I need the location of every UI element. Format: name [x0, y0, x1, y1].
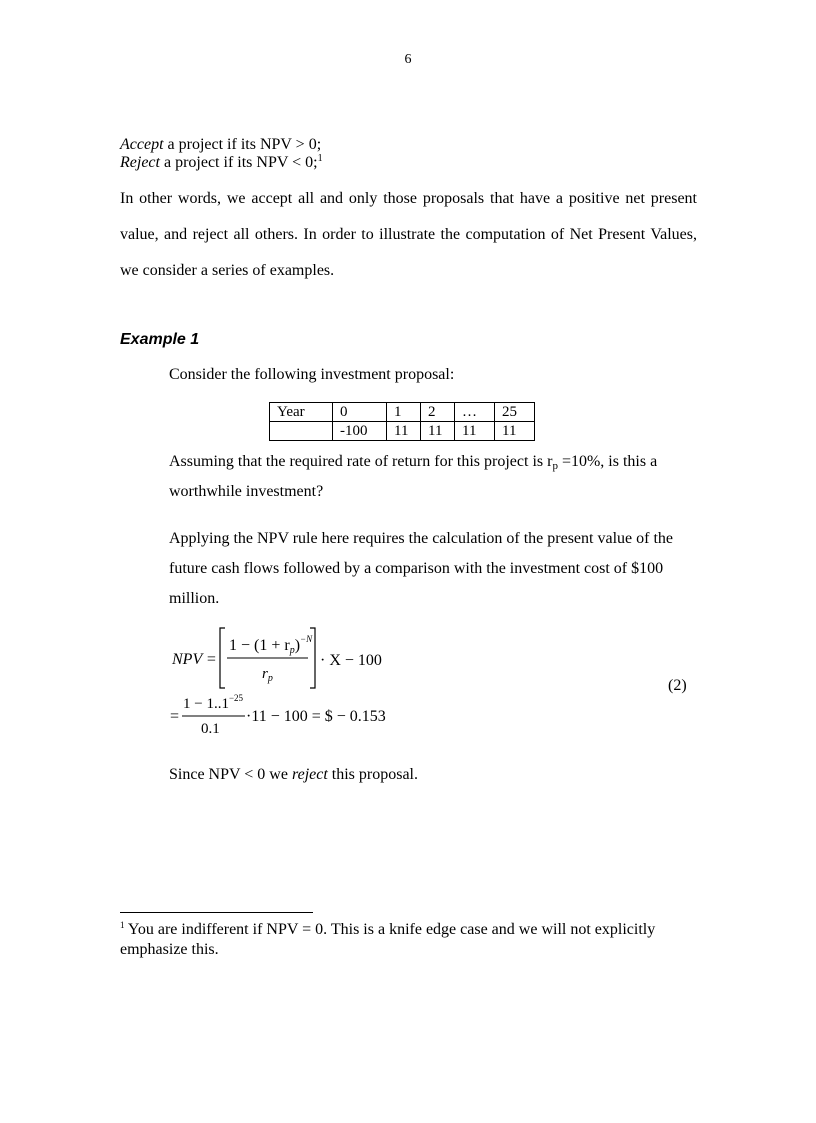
intro-line-1: In other words, we accept all and only those proposals that have a positive net present [120, 190, 697, 207]
conclusion-after: this proposal. [327, 766, 418, 783]
table-row [270, 422, 535, 441]
conclusion-text [169, 766, 418, 784]
accept-rule-text: a project if its NPV > 0; [163, 136, 322, 153]
table-cell: 25 [495, 403, 535, 422]
table-cell: 11 [387, 422, 421, 441]
formula-line2-numerator: $1 - 1..1^{-25}$ [183, 693, 244, 712]
table-cell: 11 [495, 422, 535, 441]
apply-line-3: million. [169, 590, 220, 607]
reject-word: Reject [120, 154, 160, 171]
table-cell [270, 422, 333, 441]
npv-formula [165, 620, 405, 745]
accept-rule [120, 135, 321, 155]
footnote [120, 920, 680, 960]
rate-subscript: p [552, 460, 558, 472]
example-heading: Example 1 [120, 331, 200, 348]
question-line-1 [169, 447, 689, 477]
equation-number: (2) [668, 677, 687, 694]
reject-rule [120, 153, 323, 173]
question-text [169, 447, 689, 507]
table-cell: 11 [421, 422, 455, 441]
table-cell: 1 [387, 403, 421, 422]
question-line-1-rest: =10%, is this a [557, 453, 658, 470]
intro-line-3: we consider a series of examples. [120, 262, 335, 279]
intro-paragraph [120, 181, 697, 289]
table-cell: … [455, 403, 495, 422]
formula-tail: · X − 100 [320, 652, 382, 669]
table-cell: 0 [333, 403, 387, 422]
formula-line2-eq: = [170, 708, 180, 725]
question-line-1-text: Assuming that the required rate of return for this project is r [169, 453, 553, 470]
cash-flow-table [269, 402, 535, 441]
question-line-2: worthwhile investment? [169, 483, 324, 500]
table-cell: 11 [455, 422, 495, 441]
apply-paragraph [169, 524, 689, 614]
footnote-mark: 1 [120, 920, 125, 930]
footnote-reference: 1 [317, 153, 323, 164]
accept-word: Accept [120, 136, 164, 153]
reject-rule-text: a project if its NPV < 0; [159, 154, 318, 171]
table-cell: 2 [421, 403, 455, 422]
table-row [270, 403, 535, 422]
consider-text: Consider the following investment proposal: [169, 366, 455, 383]
table-cell: -100 [333, 422, 387, 441]
footnote-text: You are indifferent if NPV = 0. This is a knife edge case and we will not explicitly emphasize this. [120, 921, 656, 958]
formula-line2-denominator: 0.1 [201, 721, 220, 737]
apply-line-1: Applying the NPV rule here requires the calculation of the present value of the [169, 530, 673, 547]
intro-line-2: value, and reject all others. In order to illustrate the computation of Net Present Values, [120, 226, 697, 243]
formula-denominator: $r_p$ [262, 666, 273, 684]
formula-line2-tail: ·11 − 100 = $ − 0.153 [246, 708, 386, 725]
conclusion-italic: reject [291, 766, 328, 783]
table-cell: Year [270, 403, 333, 422]
footnote-separator [120, 912, 313, 913]
page-number: 6 [404, 52, 412, 67]
left-bracket [220, 628, 225, 688]
conclusion-before: Since NPV < 0 we [169, 766, 292, 783]
formula-numerator: 1 − (1 + rp)$^{-N}$ [229, 634, 313, 656]
formula-lhs: NPV = [172, 651, 217, 668]
apply-line-2: future cash flows followed by a comparison with the investment cost of $100 [169, 560, 664, 577]
